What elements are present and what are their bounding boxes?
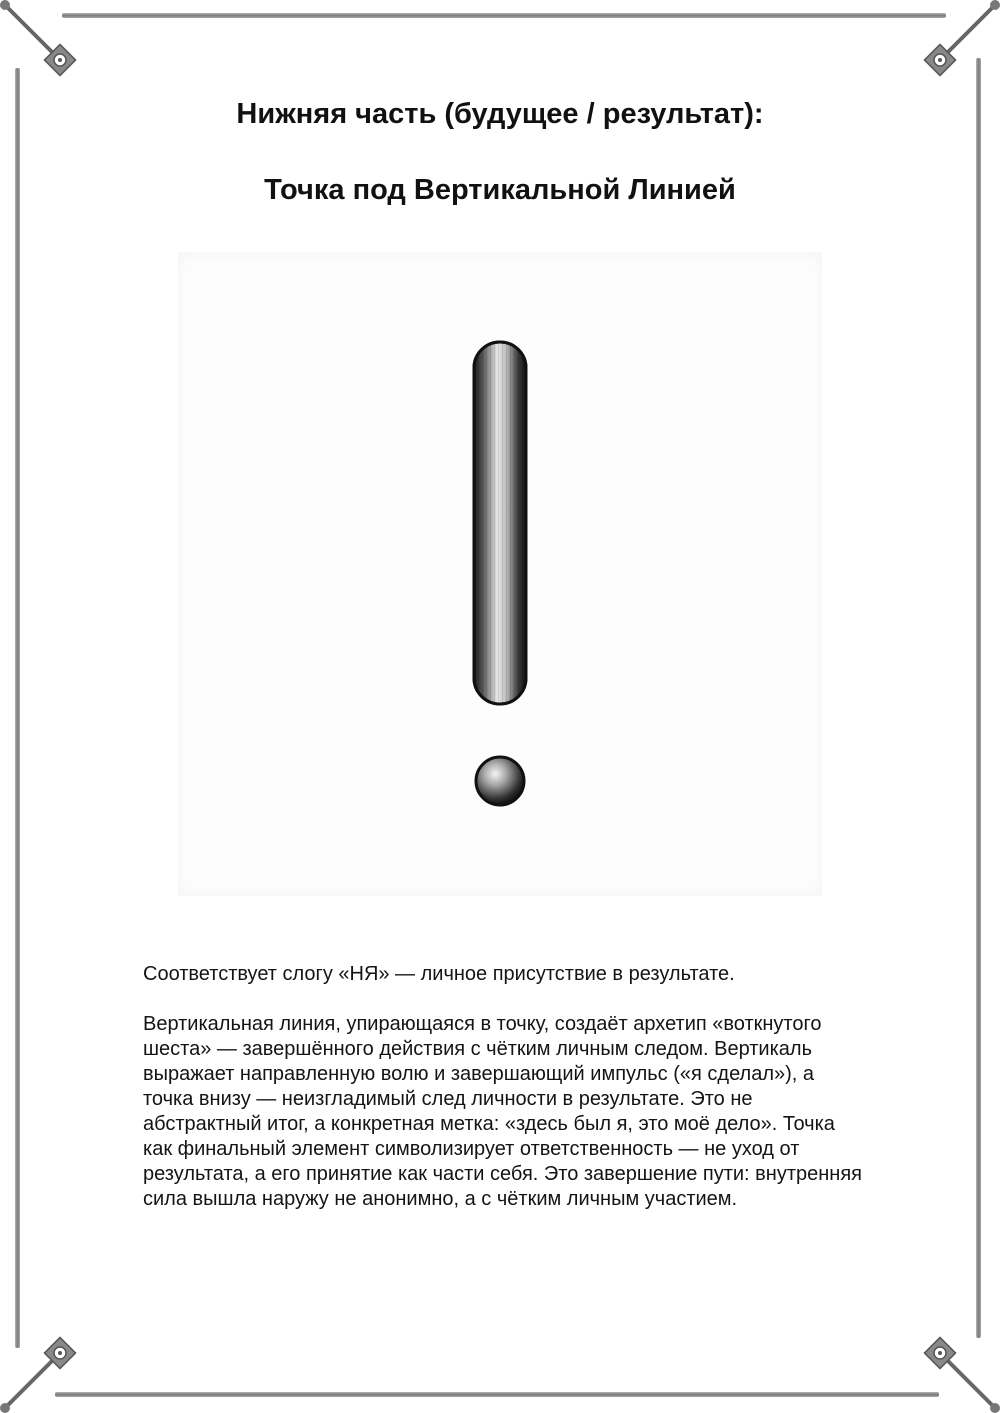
corner-ornament-bottom-left <box>0 1337 76 1413</box>
corner-ornament-top-left <box>0 0 76 76</box>
corner-ornament-top-right <box>924 0 1000 76</box>
exclamation-illustration <box>178 252 822 896</box>
page-subheading: Точка под Вертикальной Линией <box>264 174 736 206</box>
corner-ornament-bottom-right <box>924 1337 1000 1413</box>
vertical-line-shape <box>474 342 526 704</box>
paragraph-intro: Соответствует слогу «НЯ» — личное присутствие в результате. <box>143 963 735 985</box>
page-heading: Нижняя часть (будущее / результат): <box>236 98 764 130</box>
paragraph-body: Вертикальная линия, упирающаяся в точку, создаёт архетип «воткнутого шеста» — завершённого действия с чётким личным следом. Вертикаль выражает направленную волю и завершающий импульс («я сделал»), а точка внизу — неизгладимый след личности в результате. Это не абстрактный итог, а конкретная метка: «здесь был я, это моё дело». Точка как финальный элемент символизирует ответственность — не уход от результата, а его принятие как части себя. Это завершение пути: внутренняя сила вышла наружу не анонимно, а с чётким личным участием. <box>143 1013 862 1210</box>
dot-shape <box>476 757 524 805</box>
